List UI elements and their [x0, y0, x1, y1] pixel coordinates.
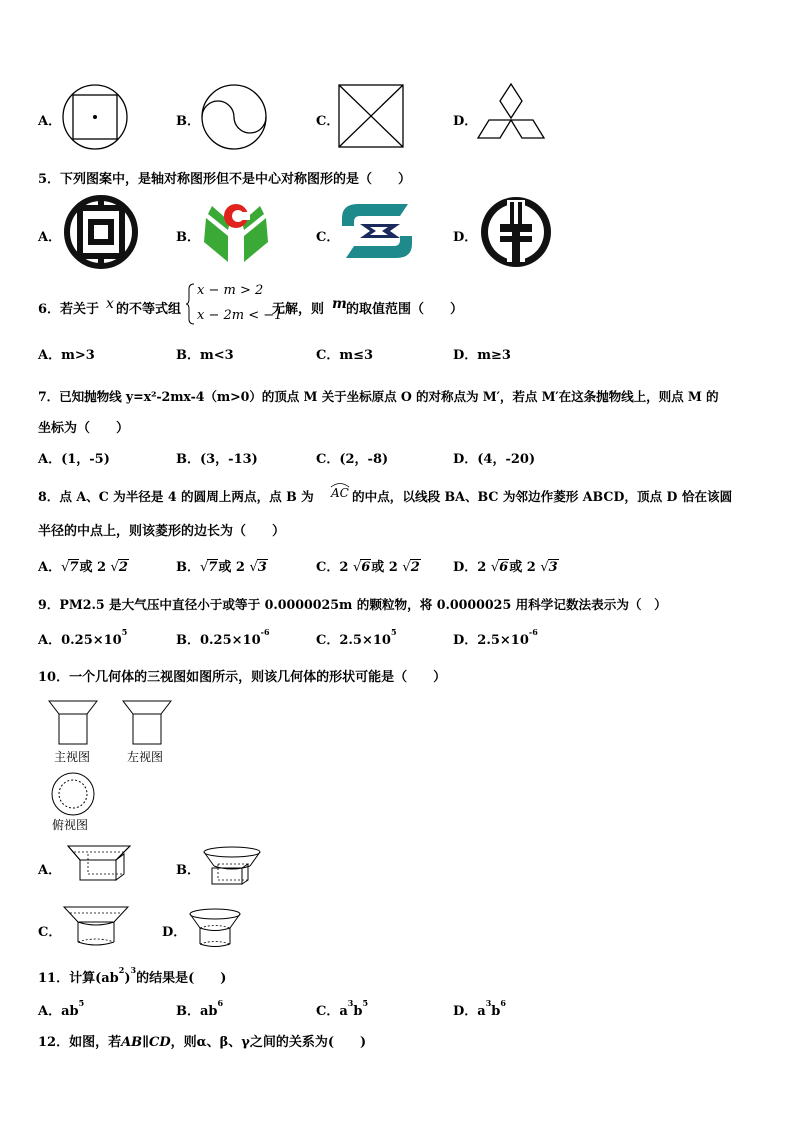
q11-option-d-base: D．a	[453, 1004, 486, 1019]
front-view-figure	[48, 700, 98, 746]
q4-option-b-figure	[200, 84, 268, 150]
q6-inequality-2: x − 2m < −1	[197, 308, 283, 323]
q7-stem-line1: 7．已知抛物线 y=x²-2mx-4（m>0）的顶点 M 关于坐标原点 O 的对称点为 M′，若点 M′在这条抛物线上，则点 M 的	[38, 389, 719, 404]
q8-option-a: A．√7或 2 √2	[38, 560, 128, 575]
q4-option-d-label: D．	[453, 114, 478, 129]
q10-option-c-label: C．	[38, 925, 62, 940]
q9-option-b-exp: -6	[260, 627, 270, 637]
q11-option-c-rest: b	[353, 1004, 363, 1019]
q11-option-b	[176, 1000, 223, 1019]
q8-option-b: B．√7或 2 √3	[176, 560, 267, 575]
q12-suffix: ，则α、β、γ之间的关系为( )	[170, 1035, 367, 1050]
top-view-caption: 俯视图	[52, 818, 89, 832]
q8-line2: 半径的中点上，则该菱形的边长为（ ）	[38, 524, 286, 539]
q8-option-c-label: C．	[316, 560, 340, 575]
q8-option-d: D．2 √6或 2 √3	[453, 560, 558, 575]
q11-option-b-exp: 6	[217, 998, 224, 1008]
arc-symbol-icon	[330, 482, 350, 488]
left-view-caption: 左视图	[127, 750, 164, 764]
top-view-figure	[50, 772, 96, 816]
q10-option-c-figure	[62, 904, 130, 950]
q8-arc-text: AC	[331, 486, 349, 500]
q5-option-d-bank-logo	[476, 194, 556, 270]
q4-option-a-label: A．	[38, 114, 62, 129]
q8-option-d-mid: 或 2	[509, 560, 536, 575]
q9-option-b	[176, 629, 270, 648]
q6-suffix-2: 的取值范围（ ）	[346, 302, 464, 317]
q11-option-a-base: A．ab	[38, 1004, 79, 1019]
q5-option-d-label: D．	[453, 230, 478, 245]
q11-option-c-exp: 3	[347, 998, 354, 1008]
q8-arc-ac	[331, 486, 349, 500]
q10-option-b-label: B．	[176, 863, 200, 878]
q6-var-x: x	[106, 296, 114, 312]
q8-option-a-radicand-1: 7	[69, 560, 79, 575]
q8-option-c-mid: 或 2	[371, 560, 398, 575]
q8-option-b-radicand-1: 7	[208, 560, 218, 575]
q7-option-a: A．(1，-5)	[38, 452, 110, 467]
q7-option-d: D．(4，-20)	[453, 452, 536, 467]
q6-var-m: m	[332, 296, 347, 312]
q8-option-c: C．2 √6或 2 √2	[316, 560, 420, 575]
q9-option-c	[316, 629, 397, 648]
q11-option-b-base: B．ab	[176, 1004, 218, 1019]
q8-option-b-radicand-2: 3	[257, 560, 267, 575]
front-view-caption: 主视图	[54, 750, 91, 764]
q11-text-mid: )	[124, 971, 131, 986]
q11-text-pre: 11．计算(ab	[38, 971, 119, 986]
q8-option-c-radicand-2: 2	[410, 560, 420, 575]
q8-line1a: 8．点 A、C 为半径是 4 的圆周上两点，点 B 为	[38, 489, 314, 504]
q9-option-b-base: B．0.25×10	[176, 633, 261, 648]
q5-option-c-label: C．	[316, 230, 340, 245]
q10-option-d-label: D．	[162, 925, 187, 940]
q11-option-a	[38, 1000, 84, 1019]
q11-option-d-exp2: 6	[500, 998, 506, 1008]
q8-option-b-mid: 或 2	[218, 560, 245, 575]
q9-option-a-exp: 5	[121, 627, 128, 637]
q11-text-post: 的结果是( )	[136, 971, 227, 986]
q11-exp-outer: 3	[130, 965, 137, 975]
q8-option-c-coef: 2	[339, 560, 349, 575]
q6-option-d: D．m≥3	[453, 348, 511, 363]
q11-option-a-exp: 5	[78, 998, 85, 1008]
q9-option-c-exp: 5	[390, 627, 397, 637]
q8-option-c-radicand-1: 6	[361, 560, 371, 575]
q4-option-c-label: C．	[316, 114, 340, 129]
q6-option-c: C．m≤3	[316, 348, 374, 363]
q10-option-b-figure	[202, 846, 262, 888]
q11-exp-inner: 2	[118, 965, 125, 975]
q8-option-d-radicand-1: 6	[499, 560, 509, 575]
q11-option-d-exp: 3	[485, 998, 492, 1008]
q8-option-d-coef: 2	[477, 560, 487, 575]
q6-inequality-1: x − m > 2	[197, 283, 264, 298]
q6-option-a: A．m>3	[38, 348, 95, 363]
q9-option-c-base: C．2.5×10	[316, 633, 391, 648]
q10-option-a-figure	[66, 842, 134, 884]
q12-prefix: 12．如图，若	[38, 1035, 122, 1050]
q11-option-c-exp2: 5	[362, 998, 369, 1008]
q12-stem	[38, 1031, 366, 1050]
q6-brace	[185, 283, 195, 325]
q11-option-c-base: C．a	[316, 1004, 348, 1019]
q6-suffix-1: 无解，则	[272, 302, 325, 317]
q9-stem: 9．PM2.5 是大气压中直径小于或等于 0.0000025m 的颗粒物，将 0.0000025 用科学记数法表示为（ ）	[38, 597, 667, 612]
q11-option-c	[316, 1000, 368, 1019]
q8-option-d-label: D．	[453, 560, 478, 575]
q8-option-a-mid: 或 2	[79, 560, 107, 575]
q6-option-b: B．m<3	[176, 348, 234, 363]
q11-option-d	[453, 1000, 506, 1019]
q6-prefix: 6．若关于	[38, 302, 100, 317]
q5-option-a-coin-logo	[62, 194, 140, 270]
q8-option-a-label: A．	[38, 560, 62, 575]
left-view-figure	[122, 700, 172, 746]
q7-option-c: C．(2，-8)	[316, 452, 389, 467]
q5-stem: 5．下列图案中，是轴对称图形但不是中心对称图形的是（ ）	[38, 172, 412, 187]
q5-option-b-bank-logo	[200, 196, 272, 266]
q9-option-a	[38, 629, 127, 648]
q8-option-b-label: B．	[176, 560, 200, 575]
q9-option-a-base: A．0.25×10	[38, 633, 122, 648]
q9-option-d-exp: -6	[528, 627, 538, 637]
q6-middle: 的不等式组	[116, 302, 182, 317]
q5-option-c-bank-logo	[338, 200, 416, 262]
q4-option-c-figure	[338, 84, 406, 150]
q7-option-b: B．(3，-13)	[176, 452, 258, 467]
q9-option-d-base: D．2.5×10	[453, 633, 529, 648]
q10-option-d-figure	[188, 908, 242, 950]
q8-line1b: 的中点，以线段 BA、BC 为邻边作菱形 ABCD，顶点 D 恰在该圆	[352, 489, 733, 504]
q5-option-b-label: B．	[176, 230, 200, 245]
q10-option-a-label: A．	[38, 863, 62, 878]
q11-option-d-rest: b	[491, 1004, 501, 1019]
q5-option-a-label: A．	[38, 230, 62, 245]
q8-option-a-radicand-2: 2	[118, 560, 128, 575]
q9-option-d	[453, 629, 538, 648]
q12-relation: AB∥CD	[121, 1035, 171, 1050]
q8-option-d-radicand-2: 3	[548, 560, 558, 575]
q10-stem: 10．一个几何体的三视图如图所示，则该几何体的形状可能是（ ）	[38, 670, 447, 685]
q7-stem-line2: 坐标为（ ）	[38, 421, 130, 436]
q11-stem	[38, 967, 226, 986]
q4-option-b-label: B．	[176, 114, 200, 129]
q4-option-d-figure	[474, 82, 548, 148]
q4-option-a-figure	[61, 84, 129, 150]
